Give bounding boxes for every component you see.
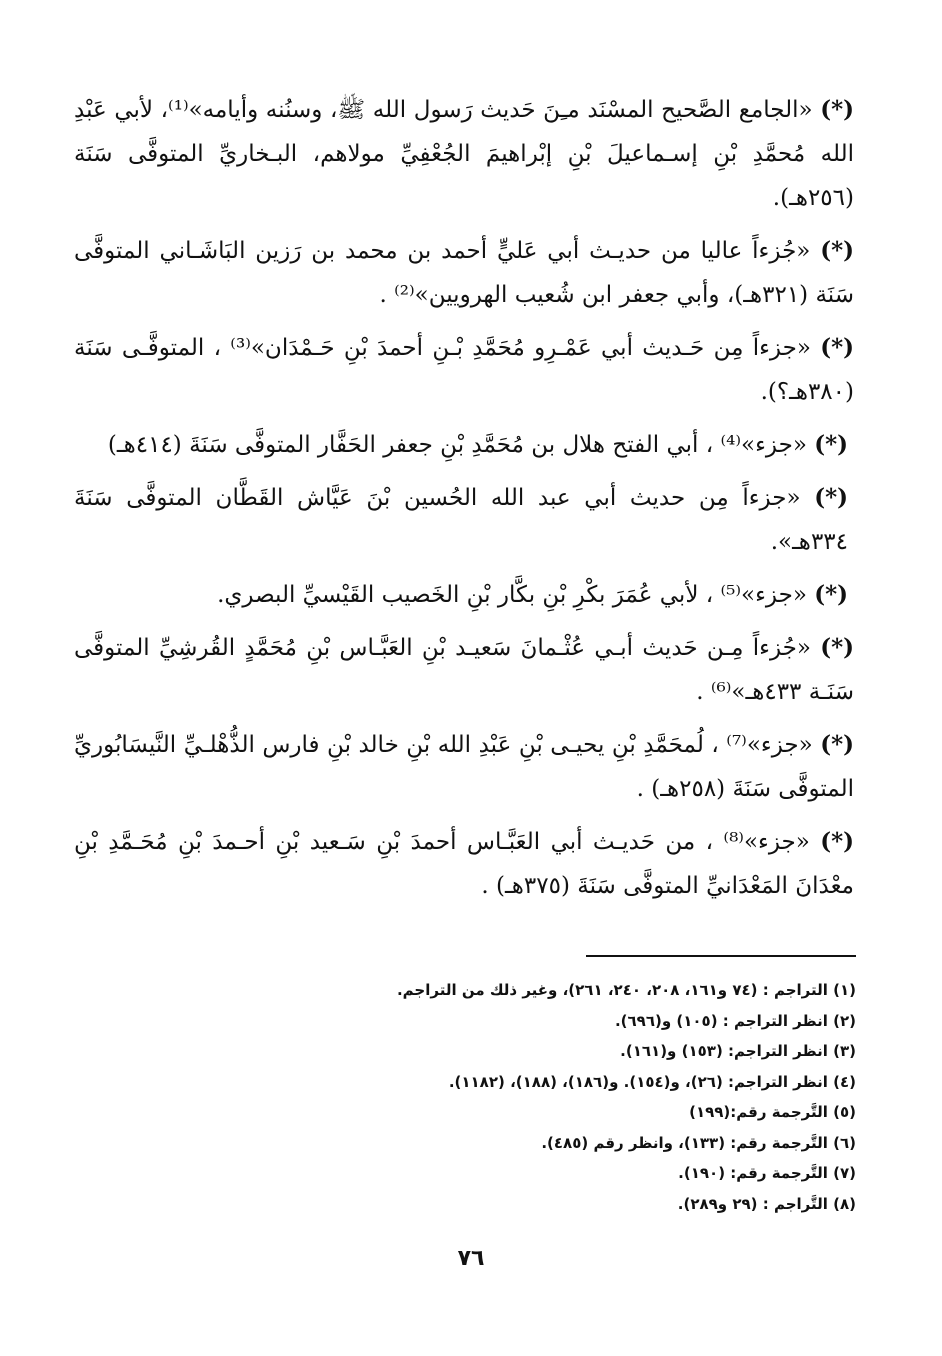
entry-text: «جُزءاً عاليا من حديـث أبي عَليٍّ أحمد بن محمد بن رَزين البَاشَـاني المتوفَّى سَنَة (٣٢١هـ)، وأبي جعفر ابن شُعيب الهرويين»⁽²⁾ . (74, 238, 854, 308)
entry-3 (74, 326, 854, 414)
entry-text: «جزءاً مِن حَـديث أبي عَمْـرِو مُحَمَّدِ بْـنِ أحمدَ بْنِ حَـمْدَان»⁽³⁾ ، المتوفَّـى سَنَة (٣٨٠هـ؟). (74, 335, 854, 405)
entry-marker: (*) (820, 96, 855, 123)
entry-1 (74, 88, 854, 220)
entry-text: «جُزءاً مِـن حَديث أبـي عُثْـمانَ سَعيـد بْنِ العَبَّـاس بْنِ مُحَمَّدٍ القُرشِيِّ المتوفَّى سَنَـة ٤٣٣هـ»⁽⁶⁾ . (74, 635, 854, 705)
entry-5 (74, 476, 848, 564)
entry-7 (74, 626, 854, 714)
entry-marker: (*) (814, 431, 848, 458)
entry-marker: (*) (820, 334, 855, 361)
footnote-5: (٥) التَّرجمة رقم:(١٩٩) (689, 1103, 856, 1121)
entry-text: «جزء»⁽⁵⁾ ، لأبي عُمَرَ بكْرِ بْنِ بكَّار بْنِ الخَصيب القَيْسيِّ البصري. (217, 582, 807, 608)
footnote-3: (٣) انظر التراجم: (١٥٣) و(١٦١). (620, 1042, 856, 1060)
entry-4 (74, 423, 848, 467)
entry-8 (74, 723, 854, 811)
entry-marker: (*) (820, 237, 854, 264)
footnote-separator (586, 955, 856, 957)
entry-marker: (*) (814, 581, 848, 608)
footnote-7: (٧) التَّرجمة رقم: (١٩٠). (678, 1164, 856, 1182)
entry-text: «جزء»⁽⁷⁾ ، لُمحَمَّدِ بْنِ يحيـى بْنِ عَبْدِ الله بْنِ خالد بْنِ فارس الذُّهْلـيِّ النَّيسَابُوريِّ المتوفَّى سَنَةَ (٢٥٨هـ) . (74, 732, 854, 802)
footnote-2: (٢) انظر التراجم : (١٠٥) و(٦٩٦). (614, 1011, 856, 1030)
entry-6 (74, 573, 848, 617)
entry-text: «جزءاً مِن حديث أبي عبد الله الحُسين بْنَ عَيَّاش القَطَّان المتوفَّى سَنَةَ ٣٣٤هـ». (74, 485, 848, 555)
footnote-1: (١) التراجم : (٧٤ و١٦١، ٢٠٨، ٢٤٠، ٢٦١)، وغير ذلك من التراجم. (396, 981, 856, 999)
footnotes (156, 975, 856, 1219)
entry-list (74, 88, 854, 917)
footnote-6: (٦) التَّرجمة رقم: (١٣٣)، وانظر رقم (٤٨٥). (541, 1133, 856, 1152)
entry-marker: (*) (820, 634, 855, 661)
entry-2 (74, 229, 854, 317)
entry-text: «جزء»⁽⁸⁾ ، من حَديـث أبي العَبَّـاس أحمدَ بْنِ سَـعيد بْنِ أحـمدَ بْنِ مُحَـمَّدِ بْنِ معْدَانَ المَعْدَانيِّ المتوفَّى سَنَةَ (٣٧٥هـ) . (74, 829, 854, 899)
entry-text: «الجامع الصَّحيح المسْنَد مـِنَ حَديث رَسول الله ﷺ، وسنُنه وأيامه»⁽¹⁾، لأبي عَبْدِ الله مُحمَّدِ بْنِ إسـماعيلَ بْنِ إبْراهيمَ الجُعْفِيِّ مولاهم، البـخاريِّ المتوفَّى سَنَة (٢٥٦هـ). (74, 97, 854, 211)
page-number: ٧٦ (457, 1246, 485, 1271)
entry-text: «جزء»⁽⁴⁾ ، أبي الفتح هلال بن مُحَمَّدِ بْنِ جعفر الحَفَّار المتوفَّى سَنَةَ (٤١٤هـ) (107, 432, 807, 458)
footnote-4: (٤) انظر التراجم: (٢٦)، و(١٥٤). و(١٨٦)، (١٨٨)، (١١٨٢). (448, 1072, 856, 1091)
entry-marker: (*) (814, 484, 848, 511)
entry-9 (74, 820, 854, 908)
footnote-8: (٨) التَّراجم : (٢٩ و٢٨٩). (677, 1194, 856, 1213)
entry-marker: (*) (820, 828, 855, 855)
entry-marker: (*) (820, 731, 855, 758)
